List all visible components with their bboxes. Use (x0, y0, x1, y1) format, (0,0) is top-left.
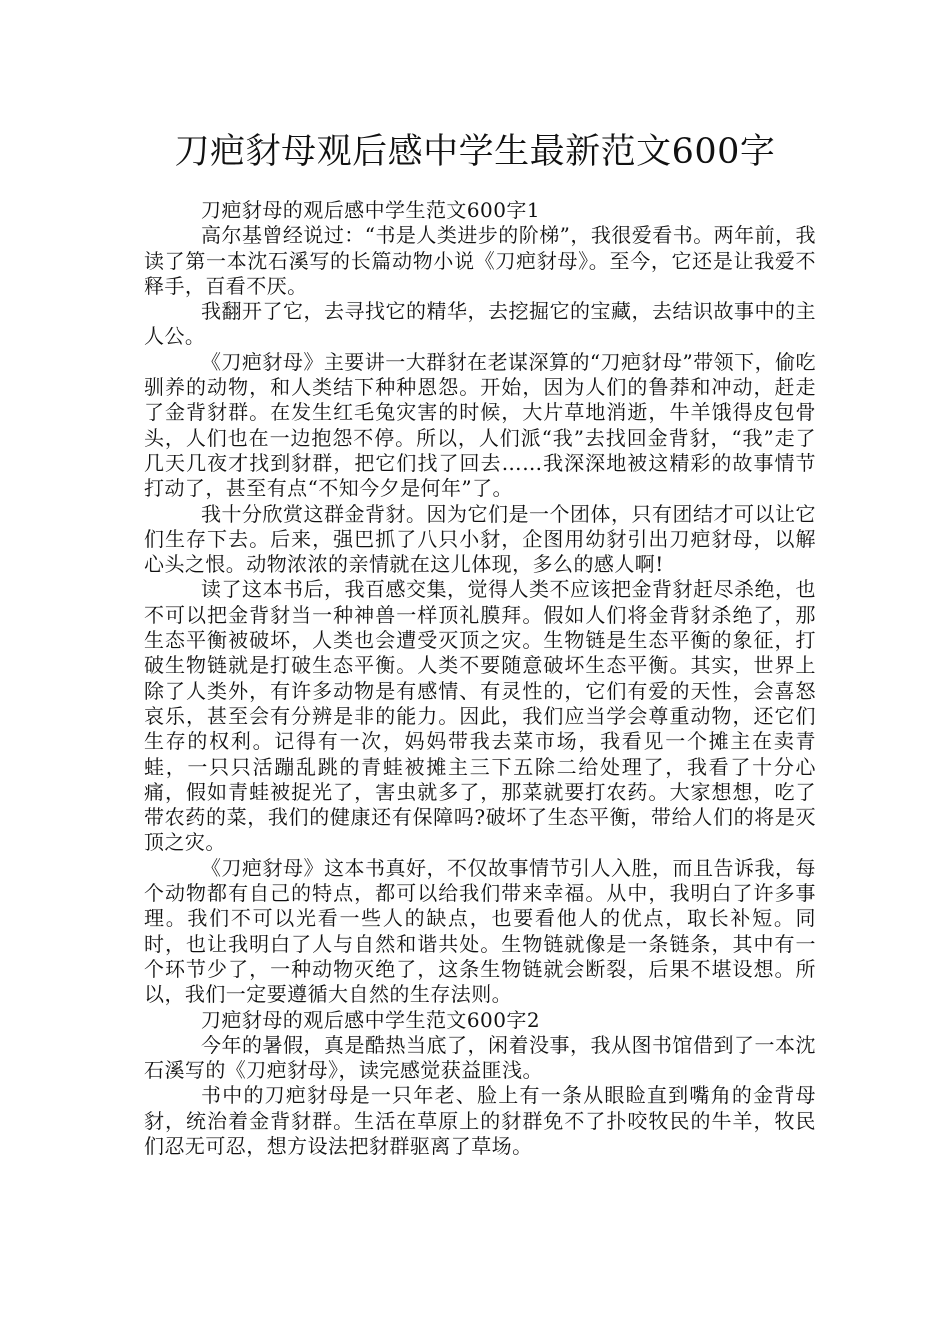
document-body (144, 198, 816, 1159)
paragraph: 我十分欣赏这群金背豺。因为它们是一个团体，只有团结才可以让它们生存下去。后来，强巴抓了八只小豺，企图用幼豺引出刀疤豺母，以解心头之恨。动物浓浓的亲情就在这儿体现，多么的感人啊! (144, 501, 816, 577)
paragraph: 《刀疤豺母》主要讲一大群豺在老谋深算的“刀疤豺母”带领下，偷吃驯养的动物，和人类结下种种恩怨。开始，因为人们的鲁莽和冲动，赶走了金背豺群。在发生红毛兔灾害的时候，大片草地消逝，牛羊饿得皮包骨头，人们也在一边抱怨不停。所以，人们派“我”去找回金背豺，“我”走了几天几夜才找到豺群，把它们找了回去……我深深地被这精彩的故事情节打动了，甚至有点“不知今夕是何年”了。 (144, 349, 816, 501)
document-title: 刀疤豺母观后感中学生最新范文600字 (174, 132, 776, 172)
section-heading-1: 刀疤豺母的观后感中学生范文600字1 (201, 198, 540, 222)
paragraph: 今年的暑假，真是酷热当底了，闲着没事，我从图书馆借到了一本沈石溪写的《刀疤豺母》，读完感觉获益匪浅。 (144, 1032, 816, 1083)
paragraph: 《刀疤豺母》这本书真好，不仅故事情节引人入胜，而且告诉我，每个动物都有自己的特点，都可以给我们带来幸福。从中，我明白了许多事理。我们不可以光看一些人的缺点，也要看他人的优点，取长补短。同时，也让我明白了人与自然和谐共处。生物链就像是一条链条，其中有一个环节少了，一种动物灭绝了，这条生物链就会断裂，后果不堪设想。所以，我们一定要遵循大自然的生存法则。 (144, 855, 816, 1007)
paragraph: 我翻开了它，去寻找它的精华，去挖掘它的宝藏，去结识故事中的主人公。 (144, 299, 816, 349)
section-heading-2: 刀疤豺母的观后感中学生范文600字2 (201, 1007, 540, 1032)
paragraph: 书中的刀疤豺母是一只年老、脸上有一条从眼睑直到嘴角的金背母豺，统治着金背豺群。生活在草原上的豺群免不了扑咬牧民的牛羊，牧民们忍无可忍，想方设法把豺群驱离了草场。 (144, 1083, 816, 1158)
paragraph: 读了这本书后，我百感交集，觉得人类不应该把金背豺赶尽杀绝，也不可以把金背豺当一种神兽一样顶礼膜拜。假如人们将金背豺杀绝了，那生态平衡被破坏，人类也会遭受灭顶之灾。生物链是生态平衡的象征，打破生物链就是打破生态平衡。人类不要随意破坏生态平衡。其实，世界上除了人类外，有许多动物是有感情、有灵性的，它们有爱的天性，会喜怒哀乐，甚至会有分辨是非的能力。因此，我们应当学会尊重动物，还它们生存的权利。记得有一次，妈妈带我去菜市场，我看见一个摊主在卖青蛙，一只只活蹦乱跳的青蛙被摊主三下五除二给处理了，我看了十分心痛，假如青蛙被捉光了，害虫就多了，那菜就要打农药。大家想想，吃了带农药的菜，我们的健康还有保障吗?破坏了生态平衡，带给人们的将是灭顶之灾。 (144, 577, 816, 855)
paragraph: 高尔基曾经说过：“书是人类进步的阶梯”，我很爱看书。两年前，我读了第一本沈石溪写的长篇动物小说《刀疤豺母》。至今，它还是让我爱不释手，百看不厌。 (144, 223, 816, 298)
